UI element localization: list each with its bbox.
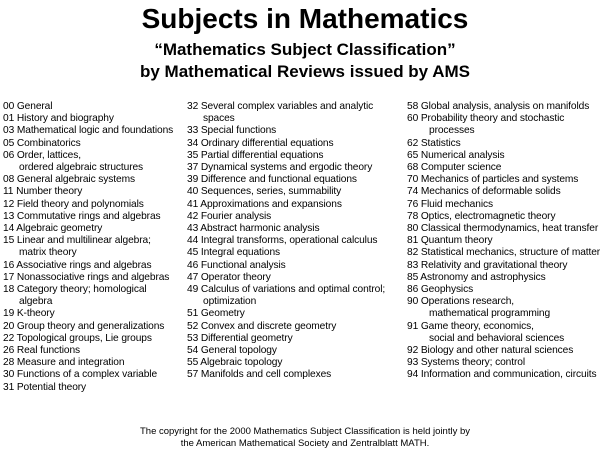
- subject-item: [407, 211, 610, 223]
- subject-label-continuation: algebra: [19, 296, 53, 308]
- subject-item: [3, 211, 185, 223]
- subject-label: 51 Geometry: [187, 308, 245, 320]
- subject-label: 91 Game theory, economics,: [407, 320, 534, 332]
- subject-label: 13 Commutative rings and algebras: [3, 210, 161, 222]
- subject-label: 05 Combinatorics: [3, 137, 81, 149]
- subtitle-line-2: by Mathematical Reviews issued by AMS: [139, 62, 471, 81]
- subject-label: 19 K-theory: [3, 308, 55, 320]
- subject-item: [187, 272, 402, 284]
- subject-item: [187, 186, 402, 198]
- subject-item: [187, 125, 402, 137]
- subject-label: 26 Real functions: [3, 345, 81, 357]
- subject-label: 20 Group theory and generalizations: [3, 320, 165, 332]
- copyright-line-2: the American Mathematical Society and Zentralblatt MATH.: [180, 438, 430, 449]
- subject-label: 93 Systems theory; control: [407, 357, 526, 369]
- subject-item: [187, 247, 402, 259]
- subject-label: 60 Probability theory and stochastic: [407, 113, 565, 125]
- subject-item: [187, 357, 402, 369]
- subject-label: 62 Statistics: [407, 137, 461, 149]
- subject-item: [187, 308, 402, 320]
- subject-item: [407, 174, 610, 186]
- subject-item: [187, 333, 402, 345]
- subject-label: 34 Ordinary differential equations: [187, 137, 334, 149]
- subject-label: 39 Difference and functional equations: [187, 174, 357, 186]
- subject-label-continuation: mathematical programming: [429, 308, 551, 320]
- subject-item: [187, 174, 402, 186]
- page-title: Subjects in Mathematics: [141, 3, 469, 34]
- subject-item: [407, 186, 610, 198]
- subject-label: 54 General topology: [187, 345, 277, 357]
- subject-label-continuation: processes: [429, 125, 475, 137]
- subject-item: [407, 138, 610, 150]
- subject-label: 86 Geophysics: [407, 284, 474, 296]
- subject-item: [407, 223, 610, 235]
- subject-label: 78 Optics, electromagnetic theory: [407, 210, 556, 222]
- subject-label: 81 Quantum theory: [407, 235, 493, 247]
- subject-item: [3, 150, 185, 174]
- subject-label: 53 Differential geometry: [187, 332, 293, 344]
- subject-label: 58 Global analysis, analysis on manifolds: [407, 101, 590, 112]
- subject-label: 76 Fluid mechanics: [407, 198, 493, 210]
- subject-label-continuation: matrix theory: [19, 247, 77, 259]
- subject-label: 83 Relativity and gravitational theory: [407, 259, 568, 271]
- subject-item: [407, 321, 610, 345]
- subject-label: 41 Approximations and expansions: [187, 198, 342, 210]
- subject-item: [3, 223, 185, 235]
- subject-label: 85 Astronomy and astrophysics: [407, 271, 546, 283]
- subject-label: 08 General algebraic systems: [3, 174, 135, 186]
- subject-item: [407, 345, 610, 357]
- subject-label: 80 Classical thermodynamics, heat transfer: [407, 223, 599, 235]
- subject-item: [3, 125, 185, 137]
- subject-item: [3, 357, 185, 369]
- subject-item: [407, 260, 610, 272]
- subject-item: [187, 223, 402, 235]
- subject-label: 37 Dynamical systems and ergodic theory: [187, 162, 373, 174]
- subject-column-1: [3, 101, 185, 394]
- subject-label: 12 Field theory and polynomials: [3, 198, 144, 210]
- subject-label: 52 Convex and discrete geometry: [187, 320, 337, 332]
- subject-item: [407, 272, 610, 284]
- subject-label: 43 Abstract harmonic analysis: [187, 223, 320, 235]
- subject-label: 14 Algebraic geometry: [3, 223, 103, 235]
- subject-item: [3, 321, 185, 333]
- subject-item: [407, 284, 610, 296]
- subject-label: 03 Mathematical logic and foundations: [3, 125, 174, 137]
- copyright-line-1: The copyright for the 2000 Mathematics Subject Classification is held jointly by: [139, 426, 471, 437]
- subject-label: 94 Information and communication, circuits: [407, 369, 597, 381]
- subject-item: [187, 260, 402, 272]
- subject-item: [3, 272, 185, 284]
- subject-label: 45 Integral equations: [187, 247, 281, 259]
- subject-label: 65 Numerical analysis: [407, 149, 505, 161]
- subject-item: [3, 345, 185, 357]
- subject-label: 15 Linear and multilinear algebra;: [3, 235, 151, 247]
- subject-label: 06 Order, lattices,: [3, 149, 81, 161]
- subject-item: [3, 199, 185, 211]
- subject-label: 42 Fourier analysis: [187, 210, 272, 222]
- subject-item: [3, 308, 185, 320]
- subject-item: [187, 211, 402, 223]
- subject-label: 17 Nonassociative rings and algebras: [3, 271, 170, 283]
- subject-item: [3, 369, 185, 381]
- subject-label: 92 Biology and other natural sciences: [407, 345, 574, 357]
- subject-label: 33 Special functions: [187, 125, 277, 137]
- subject-item: [187, 101, 402, 125]
- subject-item: [3, 284, 185, 308]
- subject-column-3: [407, 101, 610, 382]
- subject-item: [187, 235, 402, 247]
- subject-label: 35 Partial differential equations: [187, 149, 324, 161]
- subject-label: 68 Computer science: [407, 162, 502, 174]
- subject-item: [3, 174, 185, 186]
- subject-label: 49 Calculus of variations and optimal control;: [187, 284, 386, 296]
- subject-item: [187, 138, 402, 150]
- subject-label: 00 General: [3, 101, 53, 112]
- subject-item: [407, 150, 610, 162]
- subject-item: [3, 101, 185, 113]
- subject-item: [187, 199, 402, 211]
- subject-item: [3, 333, 185, 345]
- subject-label: 70 Mechanics of particles and systems: [407, 174, 579, 186]
- subject-item: [3, 235, 185, 259]
- subject-label: 44 Integral transforms, operational calculus: [187, 235, 378, 247]
- subject-item: [407, 113, 610, 137]
- subject-item: [3, 186, 185, 198]
- subject-item: [187, 369, 402, 381]
- subject-item: [187, 345, 402, 357]
- subject-item: [187, 284, 402, 308]
- subject-item: [407, 247, 610, 259]
- subject-label: 32 Several complex variables and analytic: [187, 101, 374, 112]
- subject-item: [407, 162, 610, 174]
- subject-item: [187, 162, 402, 174]
- subject-label-continuation: spaces: [203, 113, 235, 125]
- subject-label: 82 Statistical mechanics, structure of matter: [407, 247, 601, 259]
- subject-label: 74 Mechanics of deformable solids: [407, 186, 561, 198]
- subject-item: [3, 382, 185, 394]
- subject-label: 16 Associative rings and algebras: [3, 259, 152, 271]
- subject-item: [3, 138, 185, 150]
- subject-item: [407, 199, 610, 211]
- subject-item: [407, 369, 610, 381]
- subject-label: 90 Operations research,: [407, 296, 514, 308]
- subject-item: [187, 150, 402, 162]
- subject-label: 46 Functional analysis: [187, 259, 286, 271]
- subject-label: 57 Manifolds and cell complexes: [187, 369, 332, 381]
- subject-label-continuation: social and behavioral sciences: [429, 332, 565, 344]
- subject-label: 18 Category theory; homological: [3, 284, 147, 296]
- subject-label: 30 Functions of a complex variable: [3, 369, 158, 381]
- subject-column-2: [187, 101, 402, 382]
- subject-label-continuation: ordered algebraic structures: [19, 162, 144, 174]
- subject-label: 55 Algebraic topology: [187, 357, 283, 369]
- subject-label: 40 Sequences, series, summability: [187, 186, 342, 198]
- subject-item: [407, 357, 610, 369]
- subtitle-line-1: “Mathematics Subject Classification”: [154, 40, 456, 59]
- subject-label: 01 History and biography: [3, 113, 114, 125]
- subject-label-continuation: optimization: [203, 296, 257, 308]
- subject-item: [187, 321, 402, 333]
- subject-label: 47 Operator theory: [187, 271, 271, 283]
- subject-label: 22 Topological groups, Lie groups: [3, 332, 152, 344]
- subject-item: [407, 235, 610, 247]
- subject-item: [3, 260, 185, 272]
- subject-item: [407, 101, 610, 113]
- subject-label: 31 Potential theory: [3, 381, 87, 393]
- subject-item: [3, 113, 185, 125]
- subject-item: [407, 296, 610, 320]
- subject-label: 11 Number theory: [3, 186, 83, 198]
- subject-label: 28 Measure and integration: [3, 357, 125, 369]
